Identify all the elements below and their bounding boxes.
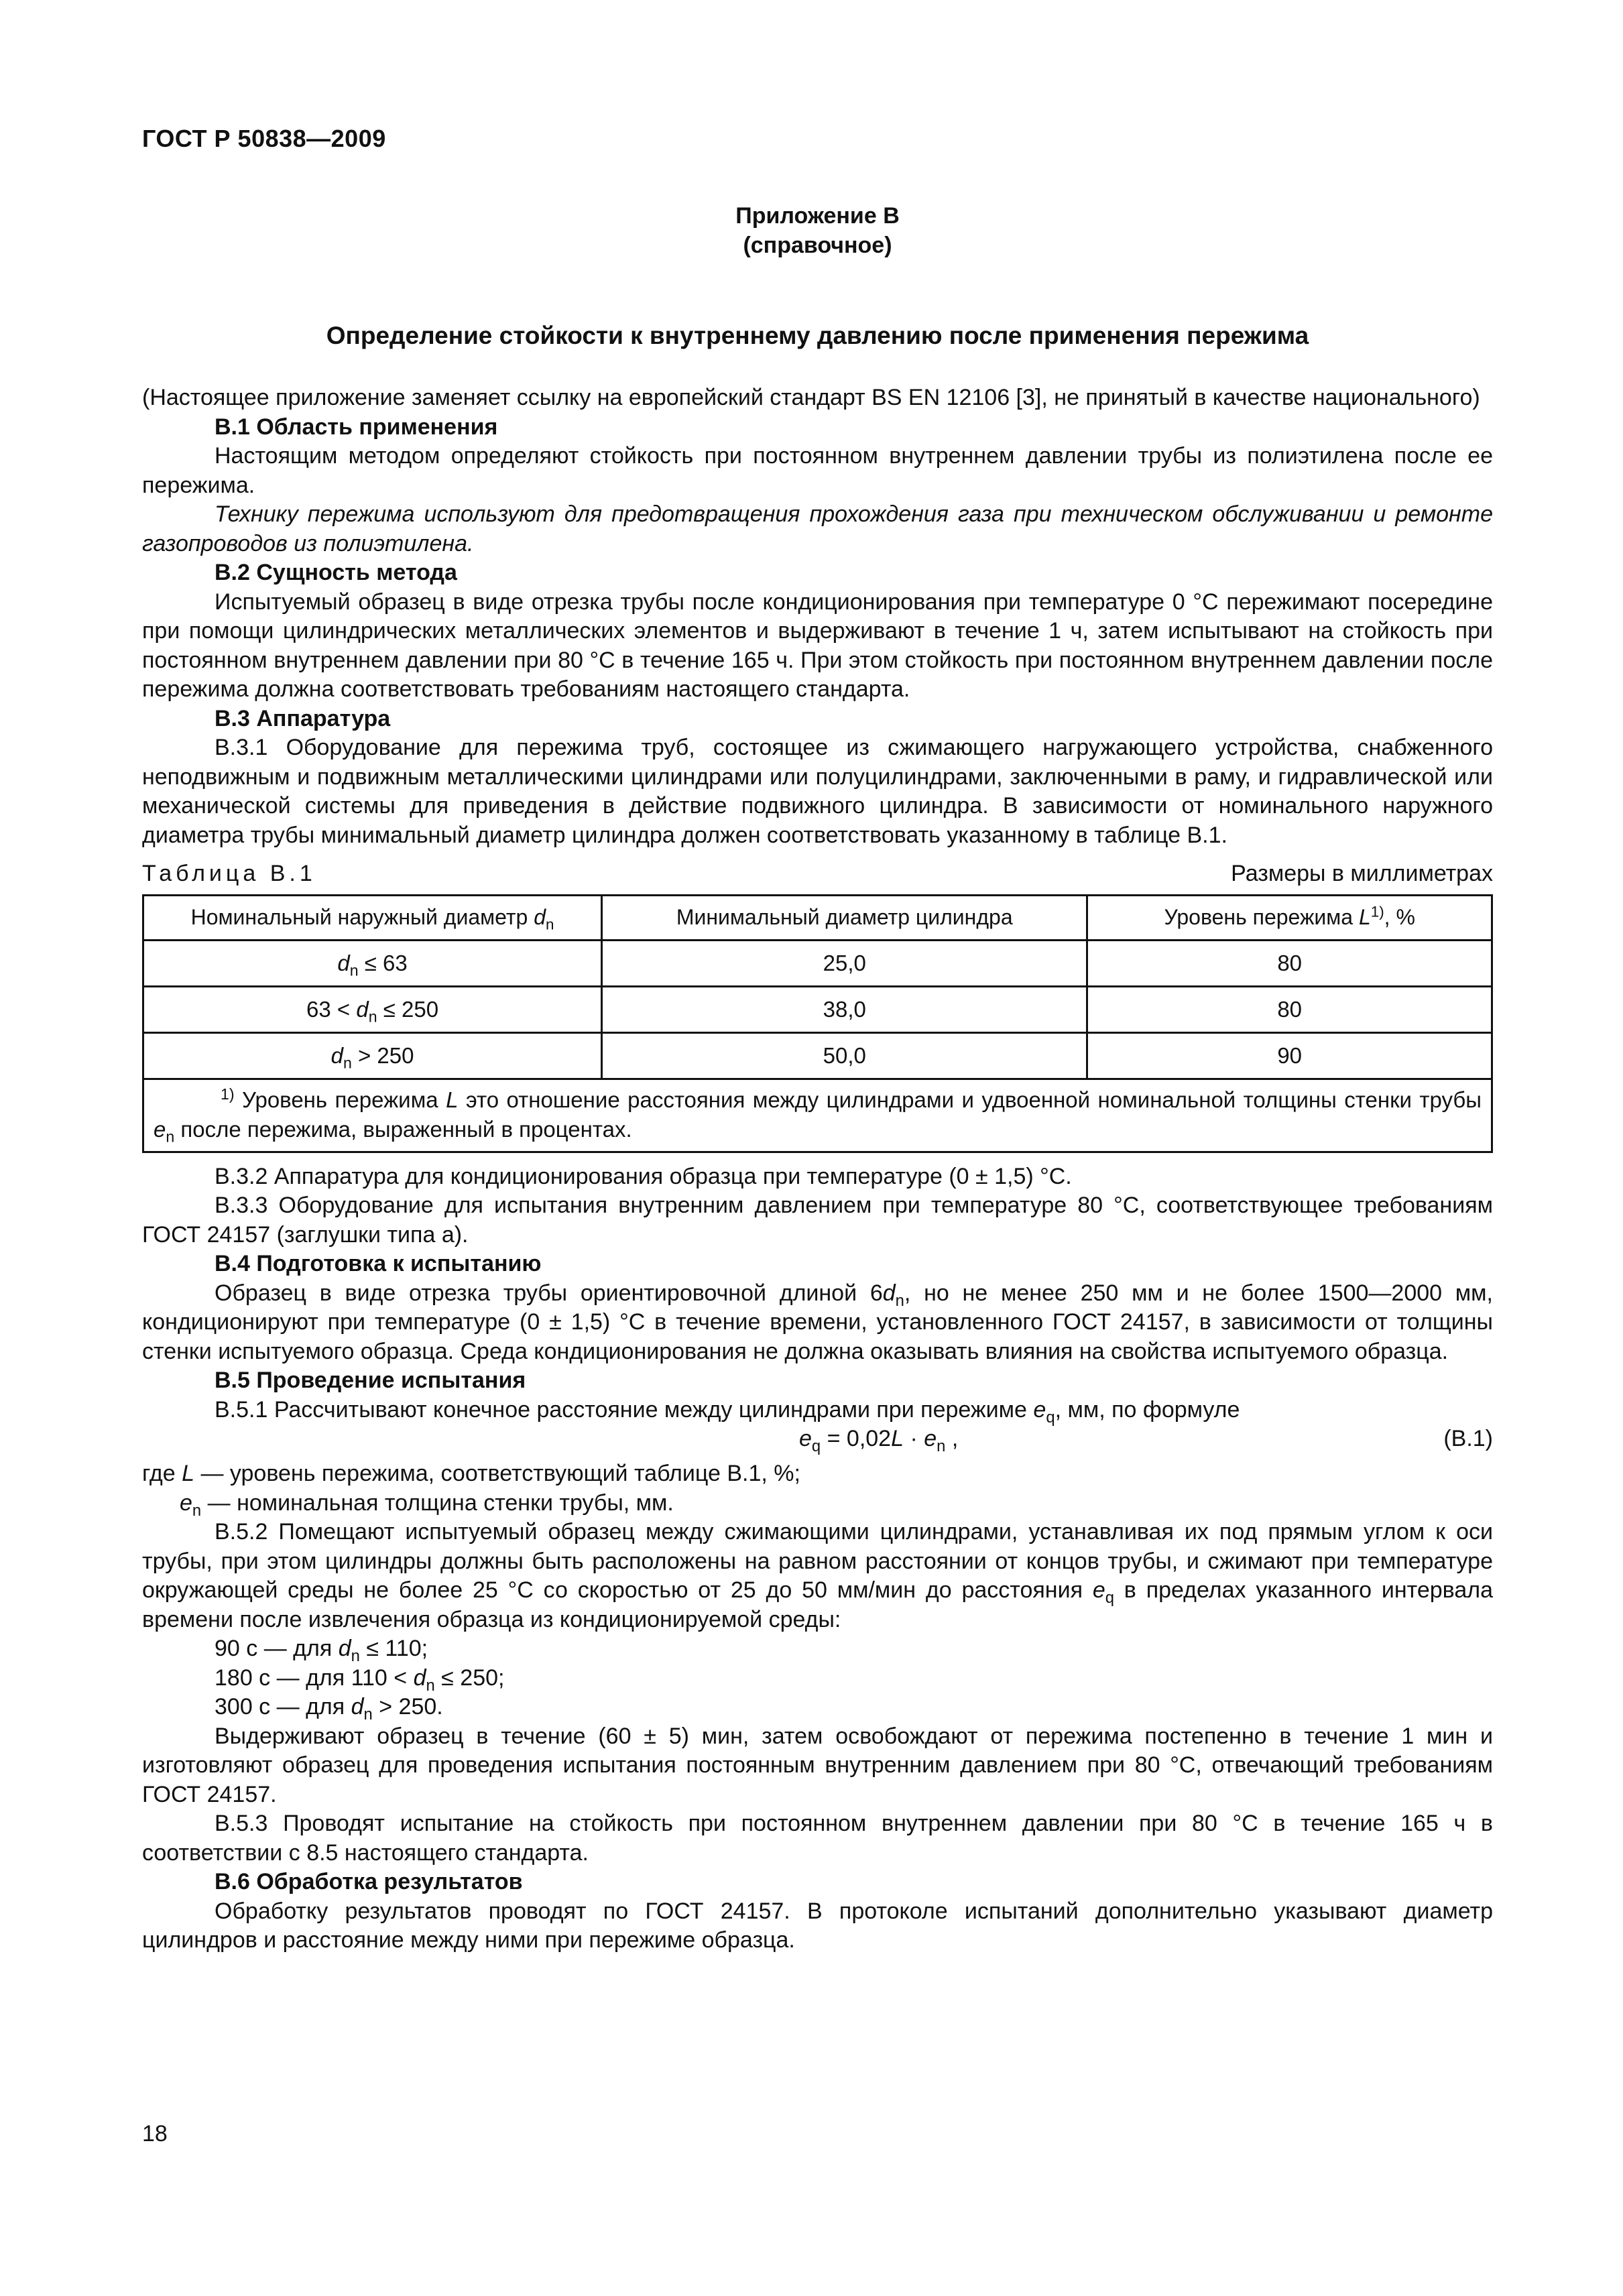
formula-legend: $e_n$ — номинальная толщина стенки трубы, мм. xyxy=(180,1490,674,1520)
document-body xyxy=(142,383,1493,1955)
annex-type: (справочное) xyxy=(743,233,892,258)
formula-number: (В.1) xyxy=(1443,1426,1493,1451)
formula-b1 xyxy=(142,1425,1493,1459)
table-header-row xyxy=(143,895,1492,940)
annex-title: Определение стойкости к внутреннему давлению после применения пережима xyxy=(326,322,1309,349)
table-cell: $d_n > 250$ xyxy=(143,1032,602,1079)
formula-legend: где L — уровень пережима, соответствующий таблице В.1, %; xyxy=(142,1461,800,1486)
paragraph: Образец в виде отрезка трубы ориентировочной длиной $6d_n$, но не менее 250 мм и не более 1500—2000 мм, кондиционируют при температуре (0 ± 1,5) °С в течение времени, установленного ГОСТ 24157, в зависимости от толщины стенки испытуемого образца. Среда кондиционирования не должна оказывать влияния на свойства испытуемого образца. xyxy=(142,1280,1493,1364)
paragraph: Испытуемый образец в виде отрезка трубы после кондиционирования при температуре 0 °С пережимают посередине при помощи цилиндрических металлических элементов и выдерживают в течение 1 ч, затем испытывают на стойкость при постоянном внутреннем давлении при 80 °С в течение 165 ч. При этом стойкость при постоянном внутреннем давлении после пережима должна соответствовать требованиям настоящего стандарта. xyxy=(142,589,1493,702)
table-caption-row xyxy=(142,859,1493,889)
table-footnote: $^{1)}$ Уровень пережима L это отношение расстояния между цилиндрами и удвоенной номинальной толщины стенки трубы $e_n$ после пережима, выраженный в процентах. xyxy=(143,1079,1492,1152)
table-cell: 25,0 xyxy=(602,940,1087,986)
table-row xyxy=(143,940,1492,986)
annex-label: Приложение В xyxy=(735,203,900,229)
table-cell: 90 xyxy=(1087,1032,1492,1079)
table-cell: 38,0 xyxy=(602,986,1087,1032)
table-footnote-row xyxy=(143,1079,1492,1152)
intro-note: (Настоящее приложение заменяет ссылку на европейский стандарт BS EN 12106 [3], не принятый в качестве национального) xyxy=(142,385,1480,410)
document-header: ГОСТ Р 50838—2009 xyxy=(142,125,386,152)
table-b1 xyxy=(142,894,1493,1153)
table-cell: 80 xyxy=(1087,986,1492,1032)
section-b6-heading: В.6 Обработка результатов xyxy=(215,1869,523,1894)
section-b1-heading: В.1 Область применения xyxy=(215,414,498,440)
table-row xyxy=(143,1032,1492,1079)
list-item: 300 с — для $d_n > 250$. xyxy=(215,1694,443,1724)
paragraph: В.5.1 Рассчитывают конечное расстояние между цилиндрами при пережиме $e_q$, мм, по формуле xyxy=(215,1396,1240,1427)
list-item: 90 с — для $d_n \le 110$; xyxy=(215,1636,428,1665)
paragraph: В.5.2 Помещают испытуемый образец между сжимающими цилиндрами, устанавливая их под прямым углом к оси трубы, при этом цилиндры должны быть расположены на равном расстоянии от концов трубы, и сжимают при температуре окружающей среды не более 25 °С со скоростью от 25 до 50 мм/мин до расстояния $e_q$ в пределах указанного интервала времени после извлечения образца из кондиционируемой среды: xyxy=(142,1519,1493,1632)
table-units: Размеры в миллиметрах xyxy=(1231,861,1493,886)
table-row xyxy=(143,986,1492,1032)
paragraph: В.3.3 Оборудование для испытания внутренним давлением при температуре 80 °С, соответствующее требованиям ГОСТ 24157 (заглушки типа а). xyxy=(142,1193,1493,1248)
list-item: 180 с — для $110 < d_n \le 250$; xyxy=(215,1665,505,1695)
paragraph: В.3.2 Аппаратура для кондиционирования образца при температуре (0 ± 1,5) °С. xyxy=(215,1163,1072,1189)
table-cell: $63 < d_n \le 250$ xyxy=(143,986,602,1032)
table-cell: 80 xyxy=(1087,940,1492,986)
page-number: 18 xyxy=(142,2121,168,2147)
paragraph: Обработку результатов проводят по ГОСТ 24157. В протоколе испытаний дополнительно указывают диаметр цилиндров и расстояние между ними при пережиме образца. xyxy=(142,1898,1493,1953)
table-caption: Таблица В.1 xyxy=(142,861,316,886)
section-b3-heading: В.3 Аппаратура xyxy=(215,705,391,731)
table-header: Номинальный наружный диаметр $d_n$ xyxy=(143,895,602,940)
section-b5-heading: В.5 Проведение испытания xyxy=(215,1368,526,1393)
section-b2-heading: В.2 Сущность метода xyxy=(215,560,457,585)
table-header: Уровень пережима $L^{1)}$, % xyxy=(1087,895,1492,940)
paragraph: Технику пережима используют для предотвращения прохождения газа при техническом обслуживании и ремонте газопроводов из полиэтилена. xyxy=(142,501,1493,556)
paragraph: Настоящим методом определяют стойкость при постоянном внутреннем давлении трубы из полиэтилена после ее пережима. xyxy=(142,443,1493,498)
table-cell: 50,0 xyxy=(602,1032,1087,1079)
table-cell: $d_n \le 63$ xyxy=(143,940,602,986)
paragraph: Выдерживают образец в течение (60 ± 5) мин, затем освобождают от пережима постепенно в течение 1 мин и изготовляют образец для проведения испытания постоянным внутренним давлением при 80 °С, отвечающий требованиям ГОСТ 24157. xyxy=(142,1723,1493,1807)
section-b4-heading: В.4 Подготовка к испытанию xyxy=(215,1251,542,1276)
formula: $e_q = 0,02L \cdot e_n$ , xyxy=(799,1426,959,1455)
table-header: Минимальный диаметр цилиндра xyxy=(602,895,1087,940)
annex-heading xyxy=(142,201,1493,260)
paragraph: В.5.3 Проводят испытание на стойкость при постоянном внутреннем давлении при 80 °С в течение 165 ч в соответствии с 8.5 настоящего стандарта. xyxy=(142,1811,1493,1866)
paragraph: В.3.1 Оборудование для пережима труб, состоящее из сжимающего нагружающего устройства, снабженного неподвижным и подвижным металлическими цилиндрами или полуцилиндрами, заключенными в раму, и гидравлической или механической системы для приведения в действие подвижного цилиндра. В зависимости от номинального наружного диаметра трубы минимальный диаметр цилиндра должен соответствовать указанному в таблице В.1. xyxy=(142,735,1493,848)
